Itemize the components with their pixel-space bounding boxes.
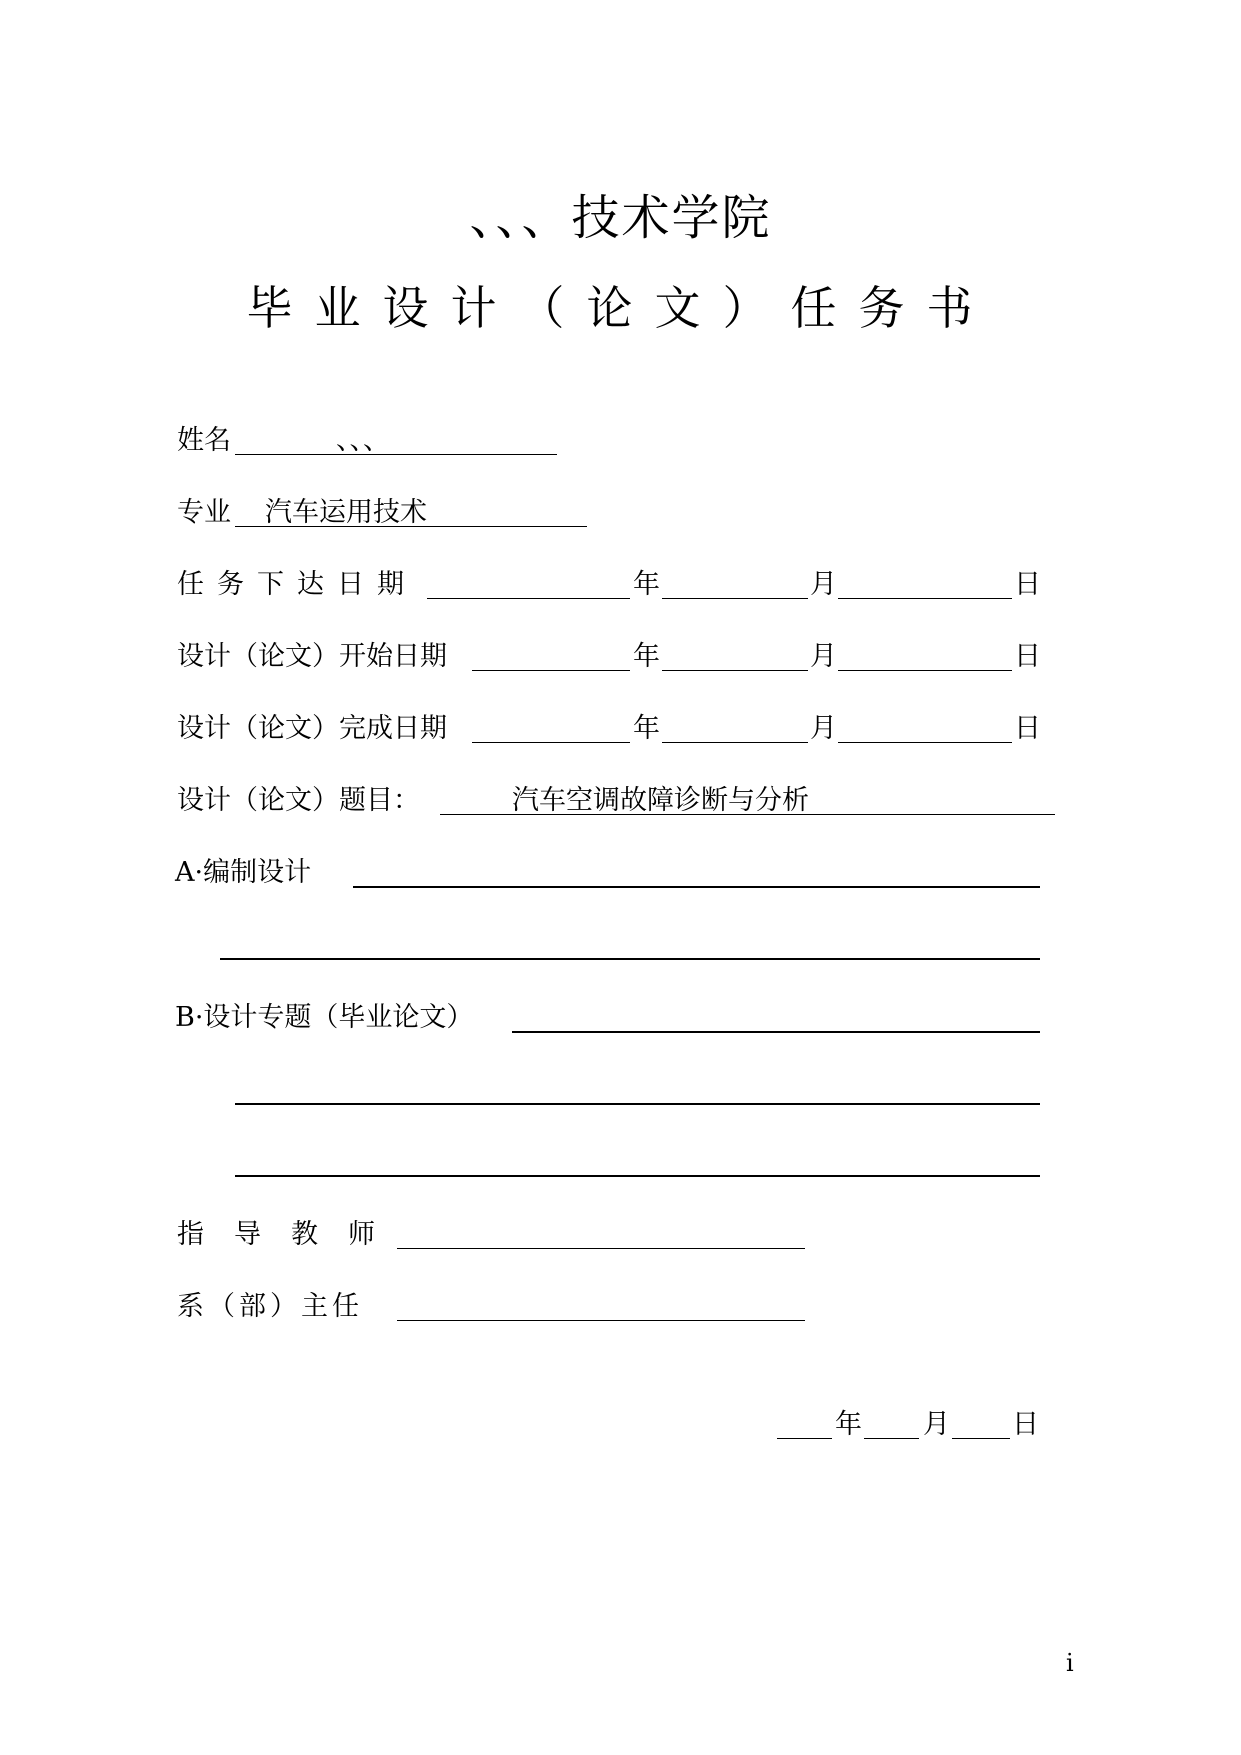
footer-day-unit: 日 — [1012, 1409, 1039, 1440]
start-month-underline — [662, 670, 808, 671]
start-month-unit: 月 — [810, 641, 837, 672]
issue-month-underline — [662, 598, 808, 599]
document-title: 毕业设计（论文）任务书 — [246, 281, 995, 335]
topic-value: 汽车空调故障诊断与分析 — [512, 785, 809, 816]
advisor-label: 指导教师 — [177, 1219, 405, 1250]
major-value: 汽车运用技术 — [265, 497, 427, 528]
footer-year-underline — [777, 1438, 832, 1439]
issue-date-label: 任务下达日期 — [177, 569, 417, 600]
dept-head-underline — [397, 1320, 805, 1321]
start-date-label: 设计（论文）开始日期 — [177, 641, 447, 672]
footer-month-unit: 月 — [923, 1409, 950, 1440]
advisor-underline — [397, 1248, 805, 1249]
end-date-label: 设计（论文）完成日期 — [177, 713, 447, 744]
start-day-underline — [838, 670, 1012, 671]
end-year-underline — [472, 742, 630, 743]
end-month-underline — [662, 742, 808, 743]
footer-year-unit: 年 — [835, 1409, 862, 1440]
school-name: 、、、技术学院 — [469, 190, 772, 246]
section-b-line-3 — [235, 1175, 1040, 1177]
name-value: 、、、 — [336, 425, 390, 456]
section-b-line-1 — [512, 1031, 1040, 1033]
start-year-underline — [472, 670, 630, 671]
dept-head-label: 系（部）主任 — [177, 1291, 363, 1322]
issue-day-unit: 日 — [1014, 569, 1041, 600]
footer-month-underline — [864, 1438, 919, 1439]
name-underline — [235, 454, 557, 455]
major-label: 专业 — [177, 497, 231, 528]
issue-month-unit: 月 — [810, 569, 837, 600]
footer-day-underline — [952, 1438, 1010, 1439]
section-b-label: B·设计专题（毕业论文） — [175, 1002, 474, 1033]
end-month-unit: 月 — [810, 713, 837, 744]
section-a-line-2 — [220, 958, 1040, 960]
issue-day-underline — [838, 598, 1012, 599]
start-day-unit: 日 — [1014, 641, 1041, 672]
end-day-underline — [838, 742, 1012, 743]
issue-year-unit: 年 — [633, 569, 660, 600]
issue-year-underline — [427, 598, 630, 599]
section-a-line-1 — [353, 886, 1040, 888]
section-a-label: A·编制设计 — [175, 857, 312, 888]
topic-label: 设计（论文）题目： — [177, 785, 420, 816]
start-year-unit: 年 — [633, 641, 660, 672]
page-number: i — [1066, 1649, 1074, 1677]
end-day-unit: 日 — [1014, 713, 1041, 744]
end-year-unit: 年 — [633, 713, 660, 744]
section-b-line-2 — [235, 1103, 1040, 1105]
name-label: 姓名 — [177, 425, 231, 456]
